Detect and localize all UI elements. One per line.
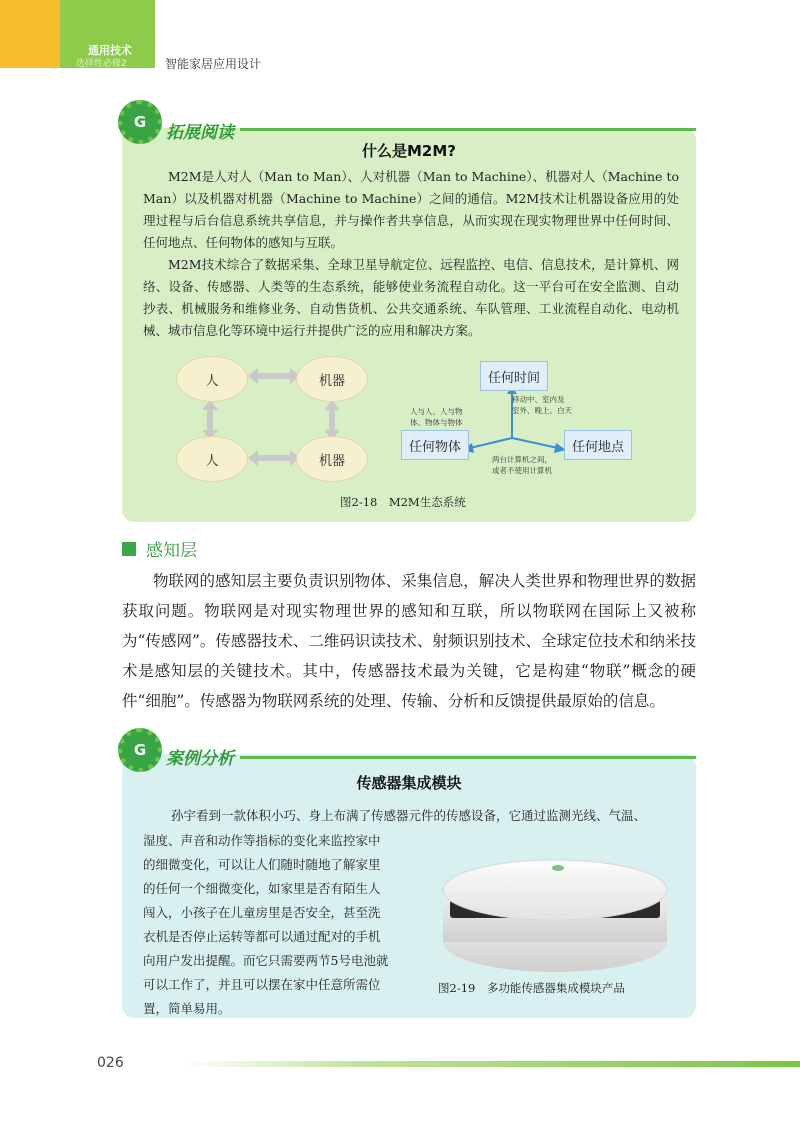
box2-line: 闯入，小孩子在儿童房里是否安全，甚至洗 xyxy=(143,905,381,920)
chapter-title: 智能家居应用设计 xyxy=(165,57,262,71)
note-time xyxy=(512,394,572,416)
box2-line: 湿度、声音和动作等指标的变化来监控家中 xyxy=(143,833,381,848)
box2-line: 置，简单易用。 xyxy=(143,1001,231,1016)
box1-paragraph-1: M2M是人对人（Man to Man）、人对机器（Man to Machine）、机器对人（Machine to Man）以及机器对机器（Machine to Machine）之间的通信。M2M技术让机器设备应用的处理过程与后台信息系统共享信息，并与操作者共享信息，从而实现在现实物理世界中任何时间、任何地点、任何物体的感知与互联。 xyxy=(143,169,679,250)
note-place-line-1: 两台计算机之间， xyxy=(492,455,552,464)
section-body: 物联网的感知层主要负责识别物体、采集信息，解决人类世界和物理世界的数据获取问题。物联网是对现实物理世界的感知和互联，所以物联网在国际上又被称为“传感网”。传感器技术、二维码识读技术、射频识别技术、全球定位技术和纳米技术是感知层的关键技术。其中，传感器技术最为关键，它是构建“物联”概念的硬件“细胞”。传感器为物联网系统的处理、传输、分析和反馈提供最原始的信息。 xyxy=(122,572,696,710)
figure-caption-2-19: 图2-19 多功能传感器集成模块产品 xyxy=(438,981,625,995)
note-object-line-2: 体、物体与物体 xyxy=(410,418,463,427)
node-any-place: 任何地点 xyxy=(564,430,632,460)
note-object xyxy=(410,406,463,428)
page-number: 026 xyxy=(97,1055,124,1071)
section-title: 感知层 xyxy=(146,541,197,561)
arrow-vertical-left xyxy=(202,400,218,440)
series-title: 通用技术 xyxy=(88,44,132,57)
footer-bar xyxy=(180,1061,800,1067)
node-anytime: 任何时间 xyxy=(480,361,548,391)
arrow-horizontal-top xyxy=(248,368,300,384)
note-place-line-2: 或者不使用计算机 xyxy=(492,466,552,475)
box2-line: 的任何一个细微变化，如家里是否有陌生人 xyxy=(143,881,381,896)
gear-badge-icon-case: G xyxy=(118,728,162,772)
box2-line: 向用户发出提醒。而它只需要两节5号电池就 xyxy=(143,953,389,968)
node-human-top: 人 xyxy=(176,356,248,402)
series-subtitle: 选择性必修2 xyxy=(76,59,127,69)
section-marker xyxy=(122,542,136,556)
node-machine-bottom: 机器 xyxy=(296,436,368,482)
box2-first-line: 孙宇看到一款体积小巧、身上布满了传感器元件的传感设备，它通过监测光线、气温、 xyxy=(171,808,647,823)
note-time-line-1: 移动中、室内及 xyxy=(512,395,565,404)
box2-heading: 传感器集成模块 xyxy=(356,774,462,792)
box2-line: 衣机是否停止运转等都可以通过配对的手机 xyxy=(143,929,381,944)
box1-paragraph-2: M2M技术综合了数据采集、全球卫星导航定位、远程监控、电信、信息技术，是计算机、网络、设备、传感器、人类等的生态系统，能够使业务流程自动化。这一平台可在安全监测、自动抄表、机械服务和维修业务、自动售货机、公共交通系统、车队管理、工业流程自动化、电动机械、城市信息化等环境中运行并提供广泛的应用和解决方案。 xyxy=(143,257,679,338)
note-object-line-1: 人与人、人与物 xyxy=(410,407,463,416)
figure-caption-2-18: 图2-18 M2M生态系统 xyxy=(340,495,466,509)
box1-heading: 什么是M2M? xyxy=(362,142,456,160)
note-place xyxy=(492,454,552,476)
node-human-bottom: 人 xyxy=(176,436,248,482)
node-machine-top: 机器 xyxy=(296,356,368,402)
box2-header-rule xyxy=(240,756,696,759)
note-time-line-2: 室外、晚上、白天 xyxy=(512,406,572,415)
case-analysis-label: 案例分析 xyxy=(166,749,234,769)
box2-line: 的细微变化，可以让人们随时随地了解家里 xyxy=(143,857,381,872)
arrow-horizontal-bottom xyxy=(248,450,300,466)
extended-reading-label: 拓展阅读 xyxy=(166,123,234,143)
box1-header-rule xyxy=(240,128,696,131)
box2-line: 可以工作了，并且可以摆在家中任意所需位 xyxy=(143,977,381,992)
gear-badge-icon: G xyxy=(118,100,162,144)
node-any-object: 任何物体 xyxy=(401,430,469,460)
box2-text-column xyxy=(143,829,423,1021)
arrow-vertical-right xyxy=(324,400,340,440)
sensor-module-photo xyxy=(440,844,670,974)
